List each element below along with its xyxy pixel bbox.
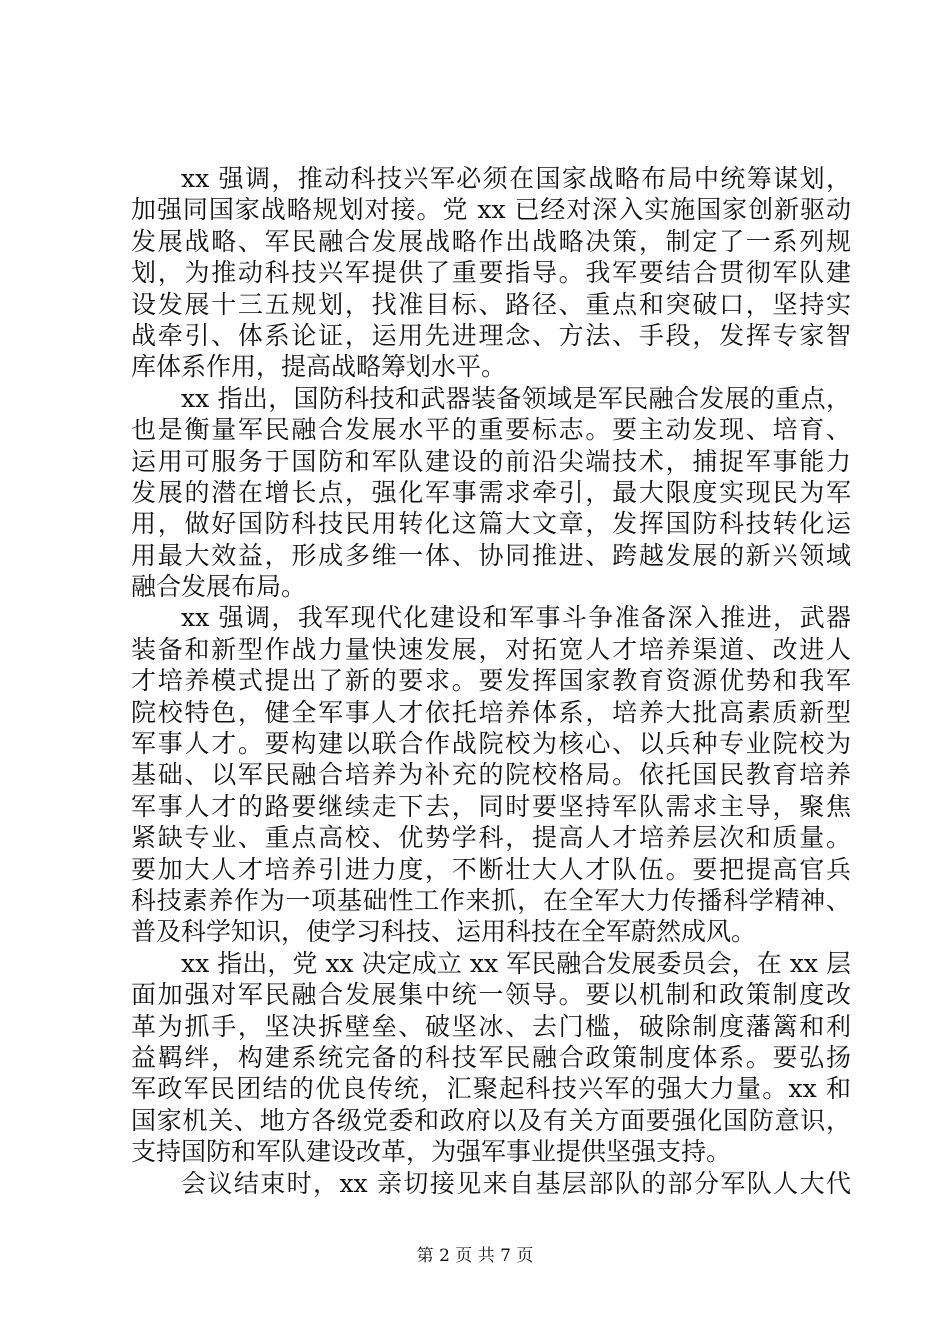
text-line: 科技素养作为一项基础性工作来抓，在全军大力传播科学精神、 [131,885,851,915]
text-line: 也是衡量军民融合发展水平的重要标志。要主动发现、培育、 [131,415,851,445]
text-line: 战牵引、体系论证，运用先进理念、方法、手段，发挥专家智 [131,320,851,350]
text-line: 用，做好国防科技民用转化这篇大文章，发挥国防科技转化运 [131,509,851,539]
document-body [131,163,851,1199]
text-line: 划，为推动科技兴军提供了重要指导。我军要结合贯彻军队建 [131,258,851,288]
text-line: 用最大效益，形成多维一体、协同推进、跨越发展的新兴领域 [131,540,851,570]
text-line: 院校特色，健全军事人才依托培养体系，培养大批高素质新型 [131,697,851,727]
text-line: 军政军民团结的优良传统，汇聚起科技兴军的强大力量。xx 和 [131,1074,851,1104]
text-line: 融合发展布局。 [131,572,307,602]
text-line: 设发展十三五规划，找准目标、路径、重点和突破口，坚持实 [131,289,851,319]
text-line: 库体系作用，提高战略筹划水平。 [131,352,507,382]
text-line: 发展的潜在增长点，强化军事需求牵引，最大限度实现民为军 [131,477,851,507]
text-line: xx 指出，党 xx 决定成立 xx 军民融合发展委员会，在 xx 层 [181,948,851,978]
text-line: 装备和新型作战力量快速发展，对拓宽人才培养渠道、改进人 [131,634,851,664]
text-line: xx 强调，推动科技兴军必须在国家战略布局中统筹谋划， [181,164,851,193]
text-line: xx 指出，国防科技和武器装备领域是军民融合发展的重点， [181,383,851,413]
text-line: 要加大人才培养引进力度，不断壮大人才队伍。要把提高官兵 [131,854,851,884]
text-line: 革为抓手，坚决拆壁垒、破坚冰、去门槛，破除制度藩篱和利 [131,1011,851,1041]
text-line: 军事人才。要构建以联合作战院校为核心、以兵种专业院校为 [131,729,851,759]
text-line: 国家机关、地方各级党委和政府以及有关方面要强化国防意识， [131,1105,851,1135]
text-line: 会议结束时，xx 亲切接见来自基层部队的部分军队人大代 [181,1168,851,1198]
text-line: 支持国防和军队建设改革，为强军事业提供坚强支持。 [131,1137,732,1167]
text-line: 运用可服务于国防和军队建设的前沿尖端技术，捕捉军事能力 [131,446,851,476]
text-line: 加强同国家战略规划对接。党 xx 已经对深入实施国家创新驱动 [131,195,851,225]
text-line: 才培养模式提出了新的要求。要发挥国家教育资源优势和我军 [131,666,851,696]
page-footer: 第 2 页 共 7 页 [416,1246,534,1266]
text-line: 紧缺专业、重点高校、优势学科，提高人才培养层次和质量。 [131,823,851,853]
text-line: 面加强对军民融合发展集中统一领导。要以机制和政策制度改 [131,980,851,1010]
text-line: 基础、以军民融合培养为补充的院校格局。依托国民教育培养 [131,760,851,790]
text-line: xx 强调，我军现代化建设和军事斗争准备深入推进，武器 [181,603,851,633]
text-line: 益羁绊，构建系统完备的科技军民融合政策制度体系。要弘扬 [131,1042,851,1072]
text-line: 军事人才的路要继续走下去，同时要坚持军队需求主导，聚焦 [131,791,851,821]
text-line: 发展战略、军民融合发展战略作出战略决策，制定了一系列规 [131,226,851,256]
text-line: 普及科学知识，使学习科技、运用科技在全军蔚然成风。 [131,917,757,947]
